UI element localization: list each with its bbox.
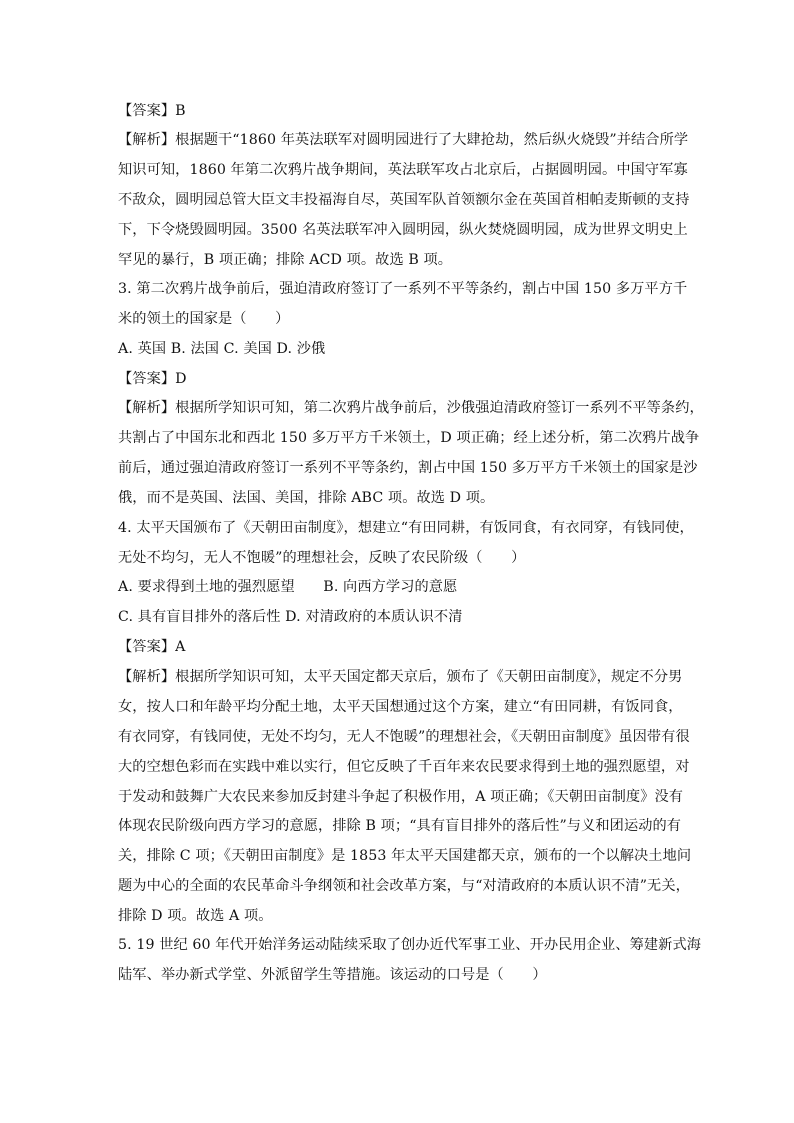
analysis-line: 大的空想色彩而在实践中难以实行，但它反映了千百年来农民要求得到土地的强烈愿望，对: [118, 759, 690, 775]
analysis-line: 不敌众，圆明园总管大臣文丰投福海自尽，英国军队首领额尔金在英国首相帕麦斯顿的支持: [118, 192, 690, 208]
analysis-line: 于发动和鼓舞广大农民来参加反封建斗争起了积极作用，A 项正确；《天朝田亩制度》没有: [118, 789, 684, 805]
question-line: 3. 第二次鸦片战争前后，强迫清政府签订了一系列不平等条约，割占中国 150 多万平方千: [118, 281, 688, 297]
analysis-line: 有衣同穿，有钱同使，无处不均匀，无人不饱暖”的理想社会，《天朝田亩制度》虽因带有很: [118, 729, 690, 745]
analysis-line: 罕见的暴行，B 项正确；排除 ACD 项。故选 B 项。: [118, 252, 453, 268]
answer-line: 【答案】B: [118, 103, 186, 119]
analysis-line: 排除 D 项。故选 A 项。: [118, 908, 273, 924]
options-line: A. 要求得到土地的强烈愿望 B. 向西方学习的意愿: [118, 579, 458, 595]
question-line: 米的领土的国家是（ ）: [118, 311, 290, 327]
analysis-line: 体现农民阶级向西方学习的意愿，排除 B 项；“具有盲目排外的落后性”与义和团运动的有: [118, 818, 682, 834]
answer-line: 【答案】D: [118, 371, 187, 387]
options-line: C. 具有盲目排外的落后性 D. 对清政府的本质认识不清: [118, 609, 463, 625]
analysis-line: 俄，而不是英国、法国、美国，排除 ABC 项。故选 D 项。: [118, 490, 495, 506]
analysis-line: 【解析】根据所学知识可知，第二次鸦片战争前后，沙俄强迫清政府签订一系列不平等条约，: [118, 400, 704, 416]
options-line: A. 英国 B. 法国 C. 美国 D. 沙俄: [118, 341, 326, 357]
analysis-line: 共割占了中国东北和西北 150 多万平方千米领土，D 项正确；经上述分析，第二次鸦片战争: [118, 430, 700, 446]
question-line: 4. 太平天国颁布了《天朝田亩制度》，想建立“有田同耕，有饭同食，有衣同穿，有钱同使，: [118, 520, 694, 536]
analysis-line: 下，下令烧毁圆明园。3500 名英法联军冲入圆明园，纵火焚烧圆明园，成为世界文明史上: [118, 222, 688, 238]
analysis-line: 知识可知，1860 年第二次鸦片战争期间，英法联军攻占北京后，占据圆明园。中国守军寡: [118, 162, 688, 178]
analysis-line: 女，按人口和年龄平均分配土地，太平天国想通过这个方案，建立“有田同耕，有饭同食，: [118, 699, 683, 715]
question-line: 陆军、举办新式学堂、外派留学生等措施。该运动的口号是（ ）: [118, 967, 547, 983]
analysis-line: 【解析】根据题干“1860 年英法联军对圆明园进行了大肆抢劫，然后纵火烧毁”并结合所学: [118, 132, 689, 148]
question-line: 5. 19 世纪 60 年代开始洋务运动陆续采取了创办近代军事工业、开办民用企业、筹建新式海: [118, 937, 702, 953]
analysis-line: 前后，通过强迫清政府签订一系列不平等条约，割占中国 150 多万平方千米领土的国家是沙: [118, 460, 698, 476]
analysis-line: 题为中心的全面的农民革命斗争纲领和社会改革方案，与“对清政府的本质认识不清”无关，: [118, 878, 690, 894]
analysis-line: 关，排除 C 项；《天朝田亩制度》是 1853 年太平天国建都天京，颁布的一个以解决土地问: [118, 848, 692, 864]
answer-line: 【答案】A: [118, 639, 186, 655]
question-line: 无处不均匀，无人不饱暖”的理想社会，反映了农民阶级（ ）: [118, 550, 526, 566]
analysis-line: 【解析】根据所学知识可知，太平天国定都天京后，颁布了《天朝田亩制度》，规定不分男: [118, 669, 683, 685]
